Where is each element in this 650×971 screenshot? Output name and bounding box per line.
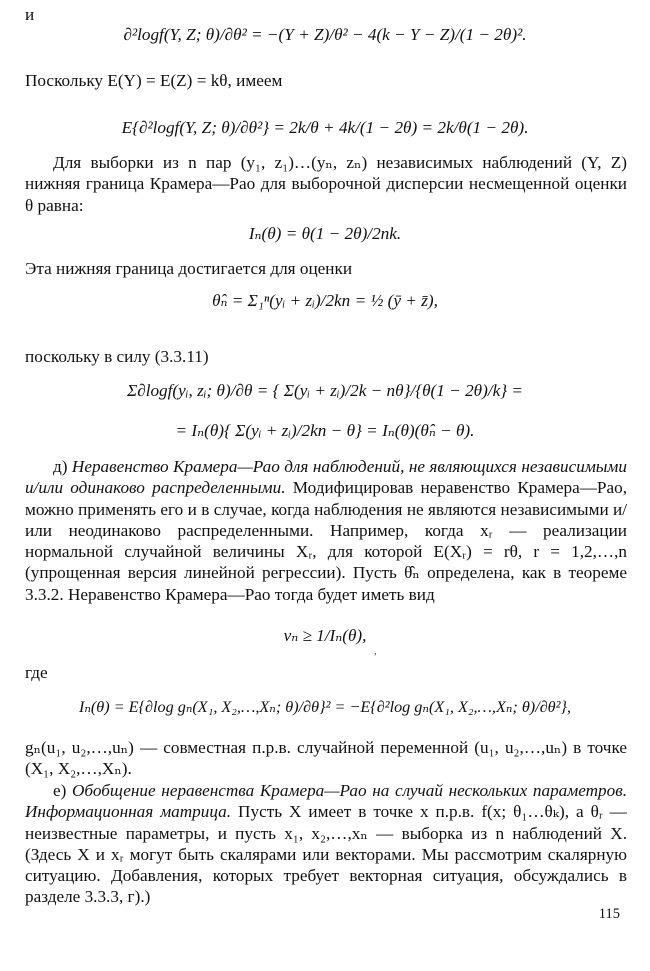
paragraph-because: поскольку в силу (3.3.11) <box>25 347 209 366</box>
equation-estimator: θ̂ₙ = Σ₁ⁿ(yᵢ + zᵢ)/2kn = ½ (ȳ + z̄), <box>212 291 438 310</box>
paragraph-e-title: Обобщение неравенства Крамера—Рао на случай нескольких параметров. Информационная матрица. <box>25 781 628 822</box>
equation-expectation: E{∂²logf(Y, Z; θ)/∂θ²} = 2k/θ + 4k/(1 − 2θ) = 2k/θ(1 − 2θ). <box>121 118 529 137</box>
paragraph-sample: Для выборки из n пар (y₁, z₁)…(yₙ, zₙ) независимых наблюдений (Y, Z) нижняя граница Крамера—Рао для выборочной дисперсии несмещенной оценки θ равна: <box>25 153 627 215</box>
equation-lower-bound: Iₙ(θ) = θ(1 − 2θ)/2nk. <box>248 224 402 243</box>
paragraph-joint-density: gₙ(u₁, u₂,…,uₙ) — совместная п.р.в. случайной переменной (u₁, u₂,…,uₙ) в точке (X₁, X₂,…,Xₙ). <box>25 738 627 779</box>
equation-information: Iₙ(θ) = E{∂log gₙ(X₁, X₂,…,Xₙ; θ)/∂θ}² = −E{∂²log gₙ(X₁, X₂,…,Xₙ; θ)/∂θ²}, <box>78 698 572 716</box>
paragraph-where: где <box>25 663 48 682</box>
equation-score-result: = Iₙ(θ){ Σ(yᵢ + zᵢ)/2kn − θ} = Iₙ(θ)(θ̂ₙ − θ). <box>175 421 475 440</box>
equation-score-sum: Σ∂logf(yᵢ, zᵢ; θ)/∂θ = { Σ(yᵢ + zᵢ)/2k − nθ}/{θ(1 − 2θ)/k} = <box>126 381 524 400</box>
equation-variance-inequality: vₙ ≥ 1/Iₙ(θ), <box>283 626 367 645</box>
paragraph-e-label: е) <box>53 781 73 800</box>
equation-second-derivative: ∂²logf(Y, Z; θ)/∂θ² = −(Y + Z)/θ² − 4(k − Y − Z)/(1 − 2θ)². <box>123 25 527 44</box>
paragraph-d-label: д) <box>53 457 72 476</box>
paragraph-since: Поскольку E(Y) = E(Z) = kθ, имеем <box>25 71 283 90</box>
paragraph-e-body: Пусть X имеет в точке x п.р.в. f(x; θ₁…θₖ), а θᵣ — неизвестные параметры, и пусть x₁, x₂,…,xₙ — выборка из n наблюдений X. (Здесь X и xᵣ могут быть скалярами или векторами. Мы рассмотрим скалярную ситуацию. Добавления, которых требует векторная ситуация, обсуждались в разделе 3.3.3, г).) <box>25 802 627 907</box>
paragraph-d-body: Модифицировав неравенство Крамера—Рао, можно применять его и в случае, когда наблюдения не являются независимыми и/или неодинаково распределенными. Например, когда xᵣ — реализации нормальной случайной величины Xᵣ, для которой E(Xᵣ) = rθ, r = 1,2,…,n (упрощенная версия линейной регрессии). Пусть θ̂ₙ определена, как в теореме 3.3.2. Неравенство Крамера—Рао тогда будет иметь вид <box>25 478 628 604</box>
paragraph-d-title: Неравенство Крамера—Рао для наблюдений, не являющихся независимыми и/или одинаково распределенными. <box>25 457 627 498</box>
page-number: 115 <box>598 906 620 922</box>
paragraph-bound-attained: Эта нижняя граница достигается для оценки <box>25 259 353 278</box>
paragraph-d <box>25 456 627 605</box>
text-line-i: и <box>25 5 35 24</box>
paragraph-e <box>25 780 627 908</box>
stray-mark: , <box>374 645 377 657</box>
